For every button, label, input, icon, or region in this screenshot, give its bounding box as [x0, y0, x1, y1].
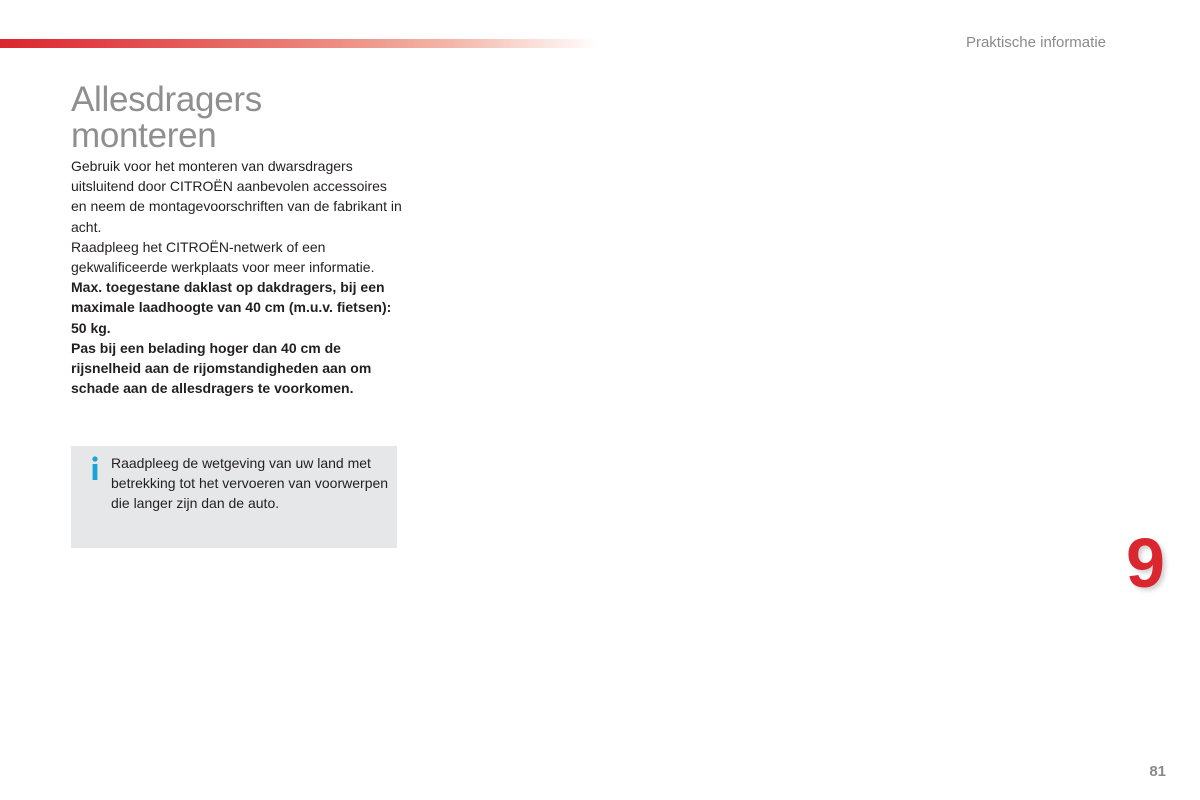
chapter-number: 9 — [1126, 524, 1165, 602]
info-box — [71, 446, 397, 548]
header-accent-bar — [0, 39, 600, 48]
paragraph-network-advice: Raadpleeg het CITROËN-netwerk of een gekwalificeerde werkplaats voor meer informatie. — [71, 238, 375, 276]
paragraph-speed-warning: Pas bij een belading hoger dan 40 cm de rijsnelheid aan de rijomstandigheden aan om schade aan de allesdragers te voorkomen. — [71, 339, 372, 397]
paragraph-max-roof-load: Max. toegestane daklast op dakdragers, bij een maximale laadhoogte van 40 cm (m.u.v. fietsen): 50 kg. — [71, 279, 392, 336]
page-title — [71, 82, 401, 154]
page-title-line-1: Allesdragers — [71, 80, 262, 119]
page-title-line-2: monteren — [71, 116, 217, 155]
info-icon — [88, 456, 102, 482]
paragraph-mounting-instructions: Gebruik voor het monteren van dwarsdragers uitsluitend door CITROËN aanbevolen accessoires en neem de montagevoorschriften van de fabrikant in acht. — [71, 158, 402, 235]
page-number: 81 — [1149, 763, 1166, 780]
info-text: Raadpleeg de wetgeving van uw land met betrekking tot het vervoeren van voorwerpen die langer zijn dan de auto. — [111, 455, 389, 512]
section-header: Praktische informatie — [965, 34, 1106, 51]
body-text — [71, 156, 406, 398]
